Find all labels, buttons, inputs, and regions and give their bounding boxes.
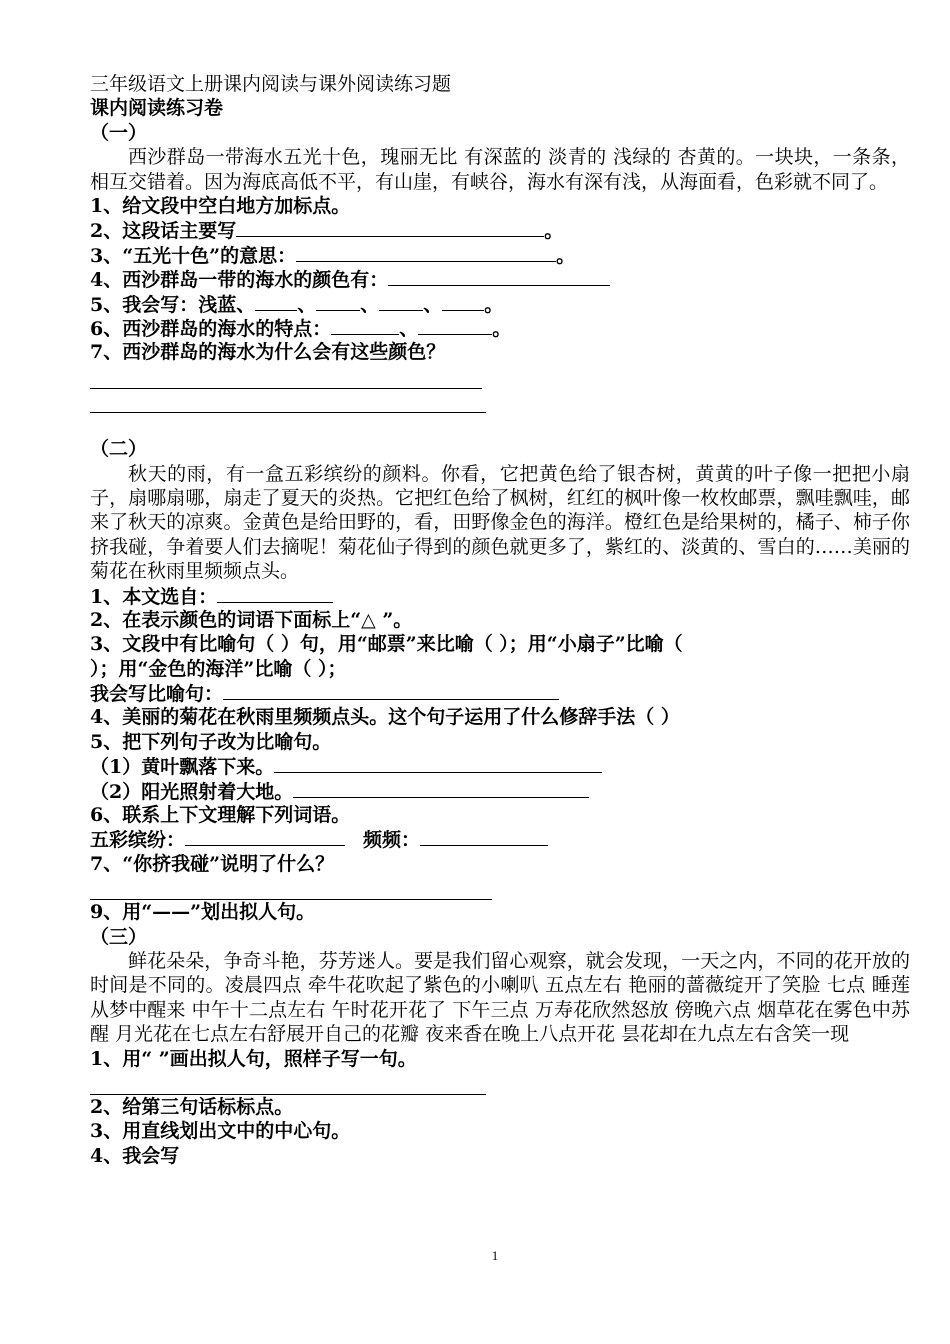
s2-q5b-blank[interactable]: [293, 779, 589, 798]
s2-q5b-text: （2）阳光照射着大地。: [90, 780, 294, 803]
s1-question-3: [90, 243, 910, 267]
s1-q3-end: 。: [556, 244, 576, 267]
s2-question-3b: ）；用“金色的海洋”比喻（ ）；: [90, 657, 347, 680]
s1-q5-blank-2[interactable]: [316, 292, 360, 311]
s2-q5a-text: （1）黄叶飘落下来。: [90, 756, 275, 779]
s1-question-2: [90, 218, 910, 242]
s1-q2-end: 。: [544, 220, 564, 243]
s1-q6-blank-2[interactable]: [418, 316, 492, 335]
s2-q5a-blank[interactable]: [274, 754, 602, 773]
s1-q6-text: 6、西沙群岛的海水的特点：: [90, 317, 332, 340]
s1-q5-sep-1: 、: [297, 293, 317, 316]
s2-w1-label: 五彩缤纷：: [90, 829, 186, 852]
s1-q5-sep-2: 、: [360, 293, 380, 316]
s1-q7-answer-line-1[interactable]: [90, 365, 482, 389]
s2-question-3a: 3、文段中有比喻句（ ）句，用“邮票”来比喻（ ）；用“小扇子”比喻（: [90, 633, 683, 656]
s1-q5-sep-3: 、: [423, 293, 443, 316]
s1-q6-end: 。: [492, 317, 512, 340]
s2-q1-text: 1、本文选自：: [90, 585, 218, 608]
s2-w2-label: 频频：: [363, 829, 421, 852]
document-subtitle: 课内阅读练习卷: [90, 97, 224, 120]
s2-question-6: 6、联系上下文理解下列词语。: [90, 804, 351, 827]
s1-question-5: [90, 292, 910, 316]
document-title: 三年级语文上册课内阅读与课外阅读练习题: [90, 73, 452, 95]
s3-question-1: 1、用“ ”画出拟人句，照样子写一句。: [90, 1047, 417, 1070]
s2-question-5: 5、把下列句子改为比喻句。: [90, 730, 332, 753]
s3-question-3: 3、用直线划出文中的中心句。: [90, 1120, 351, 1143]
s2-w1-blank[interactable]: [185, 827, 345, 846]
s1-q3-blank[interactable]: [296, 243, 556, 262]
s1-q6-sep: 、: [399, 317, 419, 340]
s2-question-7: 7、“你挤我碰”说明了什么？: [90, 852, 335, 875]
s2-question-4: 4、美丽的菊花在秋雨里频频点头。这个句子运用了什么修辞手法（ ）: [90, 706, 680, 729]
section-3-passage: 鲜花朵朵，争奇斗艳，芬芳迷人。要是我们留心观察，就会发现，一天之内，不同的花开放的时间是不同的。凌晨四点 牵牛花吹起了紫色的小喇叭 五点左右 艳丽的蔷薇绽开了笑脸 七点 睡莲从梦中醒来 中午十二点左右 午时花开花了 下午三点 万寿花欣然怒放 傍晚六点 烟草花在雾色中苏醒 月光花在七点左右舒展开自己的花瓣 夜来香在晚上八点开花 昙花却在九点左右含笑一现: [90, 950, 910, 1046]
section-3-heading: （三）: [90, 925, 148, 948]
s2-question-5a: [90, 754, 910, 778]
s1-q7-answer-line-2[interactable]: [90, 389, 486, 413]
s2-w2-blank[interactable]: [420, 827, 548, 846]
s1-question-7: 7、西沙群岛的海水为什么会有这些颜色？: [90, 341, 446, 364]
s1-q2-blank[interactable]: [236, 218, 544, 237]
section-2-heading: （二）: [90, 438, 148, 461]
section-1-heading: （一）: [90, 121, 148, 144]
s2-question-3c: [90, 681, 910, 705]
s2-question-6-words: [90, 827, 910, 851]
s1-q5-end: 。: [484, 293, 504, 316]
section-2-passage: 秋天的雨，有一盒五彩缤纷的颜料。你看，它把黄色给了银杏树，黄黄的叶子像一把把小扇子，扇哪扇哪，扇走了夏天的炎热。它把红色给了枫树，红红的枫叶像一枚枚邮票，飘哇飘哇，邮来了秋天的凉爽。金黄色是给田野的，看，田野像金色的海洋。橙红色是给果树的，橘子、柿子你挤我碰，争着要人们去摘呢！菊花仙子得到的颜色就更多了，紫红的、淡黄的、雪白的……美丽的菊花在秋雨里频频点头。: [90, 462, 910, 583]
s3-question-4: 4、我会写: [90, 1144, 180, 1167]
s3-question-2: 2、给第三句话标标点。: [90, 1096, 294, 1119]
s2-question-2: 2、在表示颜色的词语下面标上“△ ”。: [90, 608, 413, 631]
s2-question-5b: [90, 779, 910, 803]
s1-q5-blank-3[interactable]: [379, 292, 423, 311]
s1-q5-text: 5、我会写：浅蓝、: [90, 293, 256, 316]
s1-q5-blank-1[interactable]: [255, 292, 297, 311]
s2-q3c-text: 我会写比喻句：: [90, 683, 224, 706]
s1-q4-text: 4、西沙群岛一带的海水的颜色有：: [90, 269, 389, 292]
s1-q5-blank-4[interactable]: [442, 292, 484, 311]
s1-question-6: [90, 316, 910, 340]
s2-question-1: [90, 584, 910, 608]
s1-q3-text: 3、“五光十色”的意思：: [90, 244, 297, 267]
s2-question-9: 9、用“——”划出拟人句。: [90, 901, 316, 924]
s1-question-4: [90, 267, 910, 291]
worksheet-page: [90, 72, 910, 1168]
s1-q6-blank-1[interactable]: [331, 316, 399, 335]
s1-q4-blank[interactable]: [388, 267, 610, 286]
section-1-passage: 西沙群岛一带海水五光十色，瑰丽无比 有深蓝的 淡青的 浅绿的 杏黄的。一块块，一条条，相互交错着。因为海底高低不平，有山崖，有峡谷，海水有深有浅，从海面看，色彩就不同了。: [90, 146, 910, 193]
s1-q2-text: 2、这段话主要写: [90, 220, 237, 243]
s2-q3c-blank[interactable]: [223, 681, 559, 700]
section-gap: [90, 413, 910, 437]
s2-q7-answer-line[interactable]: [90, 876, 492, 900]
s3-q1-answer-line[interactable]: [90, 1071, 486, 1095]
s2-q1-blank[interactable]: [217, 584, 333, 603]
s1-question-1: 1、给文段中空白地方加标点。: [90, 194, 351, 217]
page-number: 1: [491, 1248, 499, 1263]
